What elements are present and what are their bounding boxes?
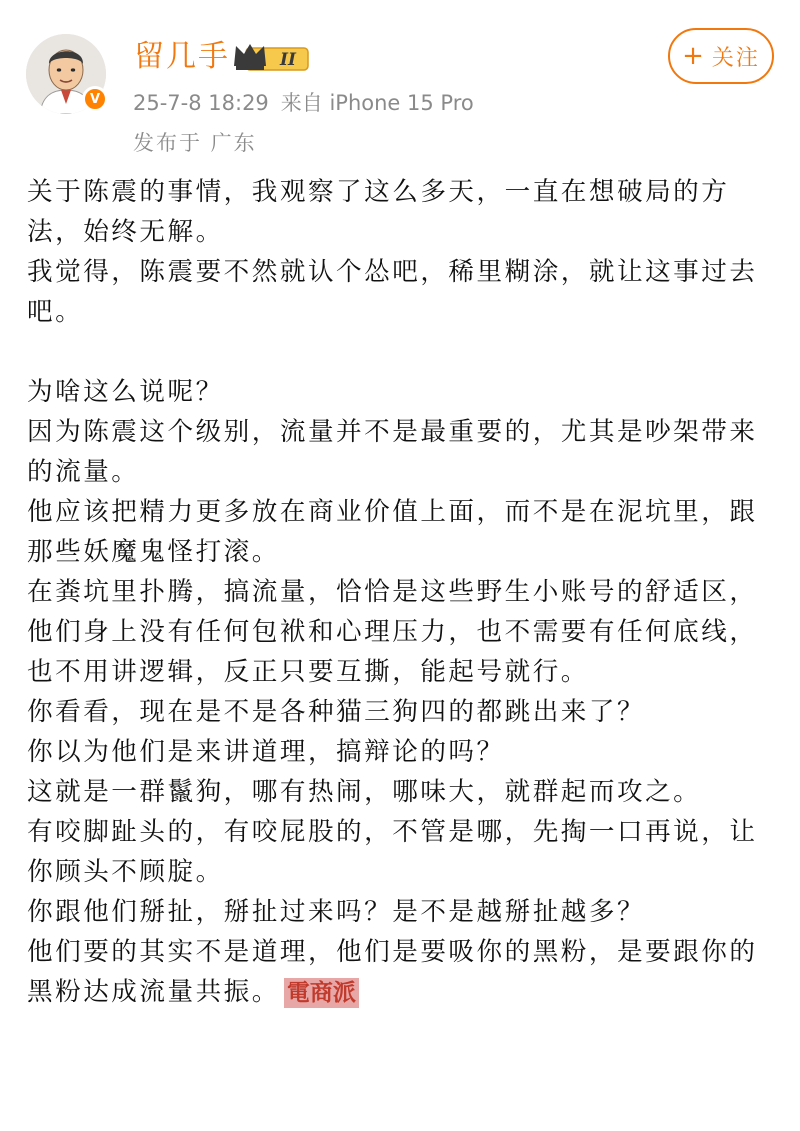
post-paragraph: 你以为他们是来讲道理，搞辩论的吗？ — [27, 737, 505, 767]
post-paragraph: 你看看，现在是不是各种猫三狗四的都跳出来了？ — [27, 697, 646, 727]
follow-label: 关注 — [711, 45, 760, 71]
post-meta — [133, 88, 486, 118]
post-paragraph: 在粪坑里扑腾，搞流量，恰恰是这些野生小账号的舒适区，他们身上没有任何包袱和心理压力，也不需要有任何底线，也不用讲逻辑，反正只要互撕，能起号就行。 — [27, 577, 758, 687]
post-paragraph-last — [27, 932, 775, 1012]
plus-icon: + — [682, 41, 706, 71]
post-header — [0, 0, 800, 165]
post-paragraph: 你跟他们掰扯，掰扯过来吗？是不是越掰扯越多？ — [27, 897, 646, 927]
post-blank-line — [27, 332, 775, 372]
post-last-line-text: 他们要的其实不是道理，他们是要吸你的黑粉，是要跟你的黑粉达成流量共振。 — [27, 937, 758, 1007]
post-paragraph: 因为陈震这个级别，流量并不是最重要的，尤其是吵架带来的流量。 — [27, 417, 758, 487]
crown-vip-icon — [232, 40, 312, 74]
post-source: 来自 iPhone 15 Pro — [280, 91, 474, 115]
verified-v-icon: V — [82, 86, 108, 112]
username[interactable]: 留几手 — [134, 39, 230, 74]
post-location: 发布于 广东 — [133, 131, 257, 155]
post-timestamp: 25-7-8 18:29 — [133, 91, 269, 115]
post-paragraph: 他应该把精力更多放在商业价值上面，而不是在泥坑里，跟那些妖魔鬼怪打滚。 — [27, 497, 758, 567]
watermark-logo: 電商派 — [284, 978, 359, 1008]
post-paragraph: 这就是一群鬣狗，哪有热闹，哪味大，就群起而攻之。 — [27, 777, 702, 807]
post-paragraph: 有咬脚趾头的，有咬屁股的，不管是哪，先掏一口再说，让你顾头不顾腚。 — [27, 817, 758, 887]
post-content — [27, 172, 775, 1012]
follow-button[interactable] — [668, 28, 774, 84]
post-paragraph: 关于陈震的事情，我观察了这么多天，一直在想破局的方法，始终无解。 — [27, 177, 730, 247]
post-paragraph: 我觉得，陈震要不然就认个怂吧，稀里糊涂，就让这事过去吧。 — [27, 257, 758, 327]
post-paragraph: 为啥这么说呢？ — [27, 377, 224, 407]
vip-level-text: II — [280, 50, 296, 70]
